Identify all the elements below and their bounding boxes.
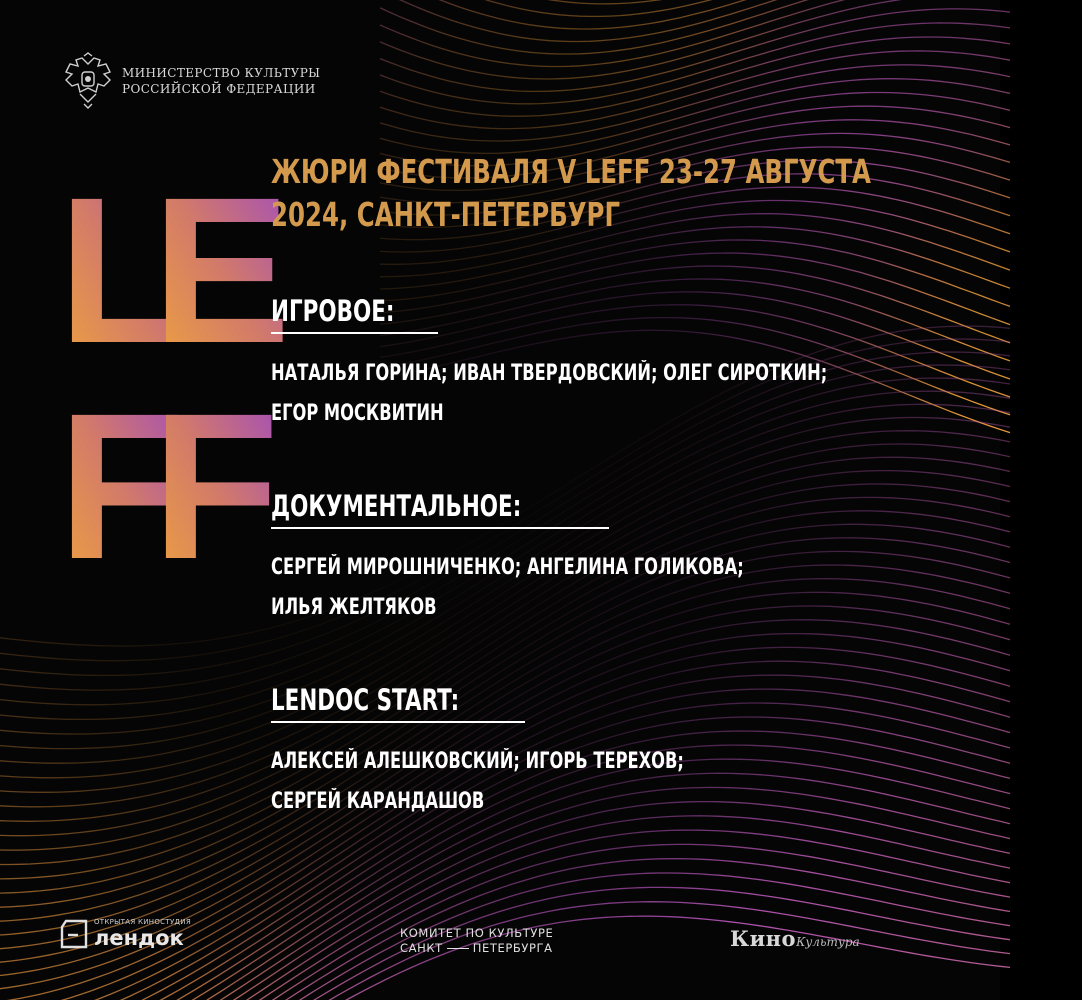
jury-names-line: АЛЕКСЕЙ АЛЕШКОВСКИЙ; ИГОРЬ ТЕРЕХОВ; xyxy=(271,749,684,774)
jury-title xyxy=(271,150,1082,236)
section-heading-feature xyxy=(271,294,438,334)
kino-kultura-logo xyxy=(730,926,860,951)
section-heading-text: ИГРОВОЕ: xyxy=(271,294,395,328)
section-heading-lendoc-start xyxy=(271,683,525,723)
lendok-frame-icon xyxy=(60,919,88,949)
committee-city-part1: САНКТ xyxy=(400,941,443,955)
ministry-logo xyxy=(62,52,320,110)
jury-title-line1: ЖЮРИ ФЕСТИВАЛЯ V LEFF 23-27 АВГУСТА xyxy=(271,152,871,191)
leff-letter-e: E xyxy=(152,155,291,387)
dash-divider xyxy=(447,948,469,949)
committee-line1: КОМИТЕТ ПО КУЛЬТУРЕ xyxy=(400,926,554,940)
ministry-name-line2: РОССИЙСКОЙ ФЕДЕРАЦИИ xyxy=(122,82,316,96)
jury-names-line: НАТАЛЬЯ ГОРИНА; ИВАН ТВЕРДОВСКИЙ; ОЛЕГ СИРОТКИН; xyxy=(271,361,828,386)
section-heading-documentary xyxy=(271,489,609,529)
leff-letter-f2: F xyxy=(152,371,280,603)
lendok-subtitle: ОТКРЫТАЯ КИНОСТУДИЯ xyxy=(94,918,191,926)
kultura-wordmark: Культура xyxy=(796,935,860,949)
section-names-lendoc-start xyxy=(271,742,829,822)
section-names-feature xyxy=(271,354,1023,434)
ministry-name-line1: МИНИСТЕРСТВО КУЛЬТУРЫ xyxy=(122,66,321,80)
leff-logo xyxy=(58,152,291,603)
section-names-documentary xyxy=(271,548,910,628)
leff-letter-l: L xyxy=(58,155,186,387)
lendok-name: лендок xyxy=(94,926,184,950)
lendok-logo xyxy=(60,918,191,949)
section-heading-text: ДОКУМЕНТАЛЬНОЕ: xyxy=(271,489,522,523)
kino-wordmark: Кино xyxy=(730,926,797,951)
jury-names-line: ИЛЬЯ ЖЕЛТЯКОВ xyxy=(271,595,437,620)
culture-committee-logo xyxy=(400,926,553,956)
leff-letter-f1: F xyxy=(58,371,186,603)
section-heading-text: LENDOC START: xyxy=(271,683,460,717)
jury-names-line: СЕРГЕЙ МИРОШНИЧЕНКО; АНГЕЛИНА ГОЛИКОВА; xyxy=(271,555,744,580)
jury-names-line: ЕГОР МОСКВИТИН xyxy=(271,401,444,426)
committee-city-part2: ПЕТЕРБУРГА xyxy=(472,941,553,955)
jury-title-line2: 2024, САНКТ-ПЕТЕРБУРГ xyxy=(271,195,621,234)
jury-names-line: СЕРГЕЙ КАРАНДАШОВ xyxy=(271,789,485,814)
double-headed-eagle-icon xyxy=(62,52,114,110)
